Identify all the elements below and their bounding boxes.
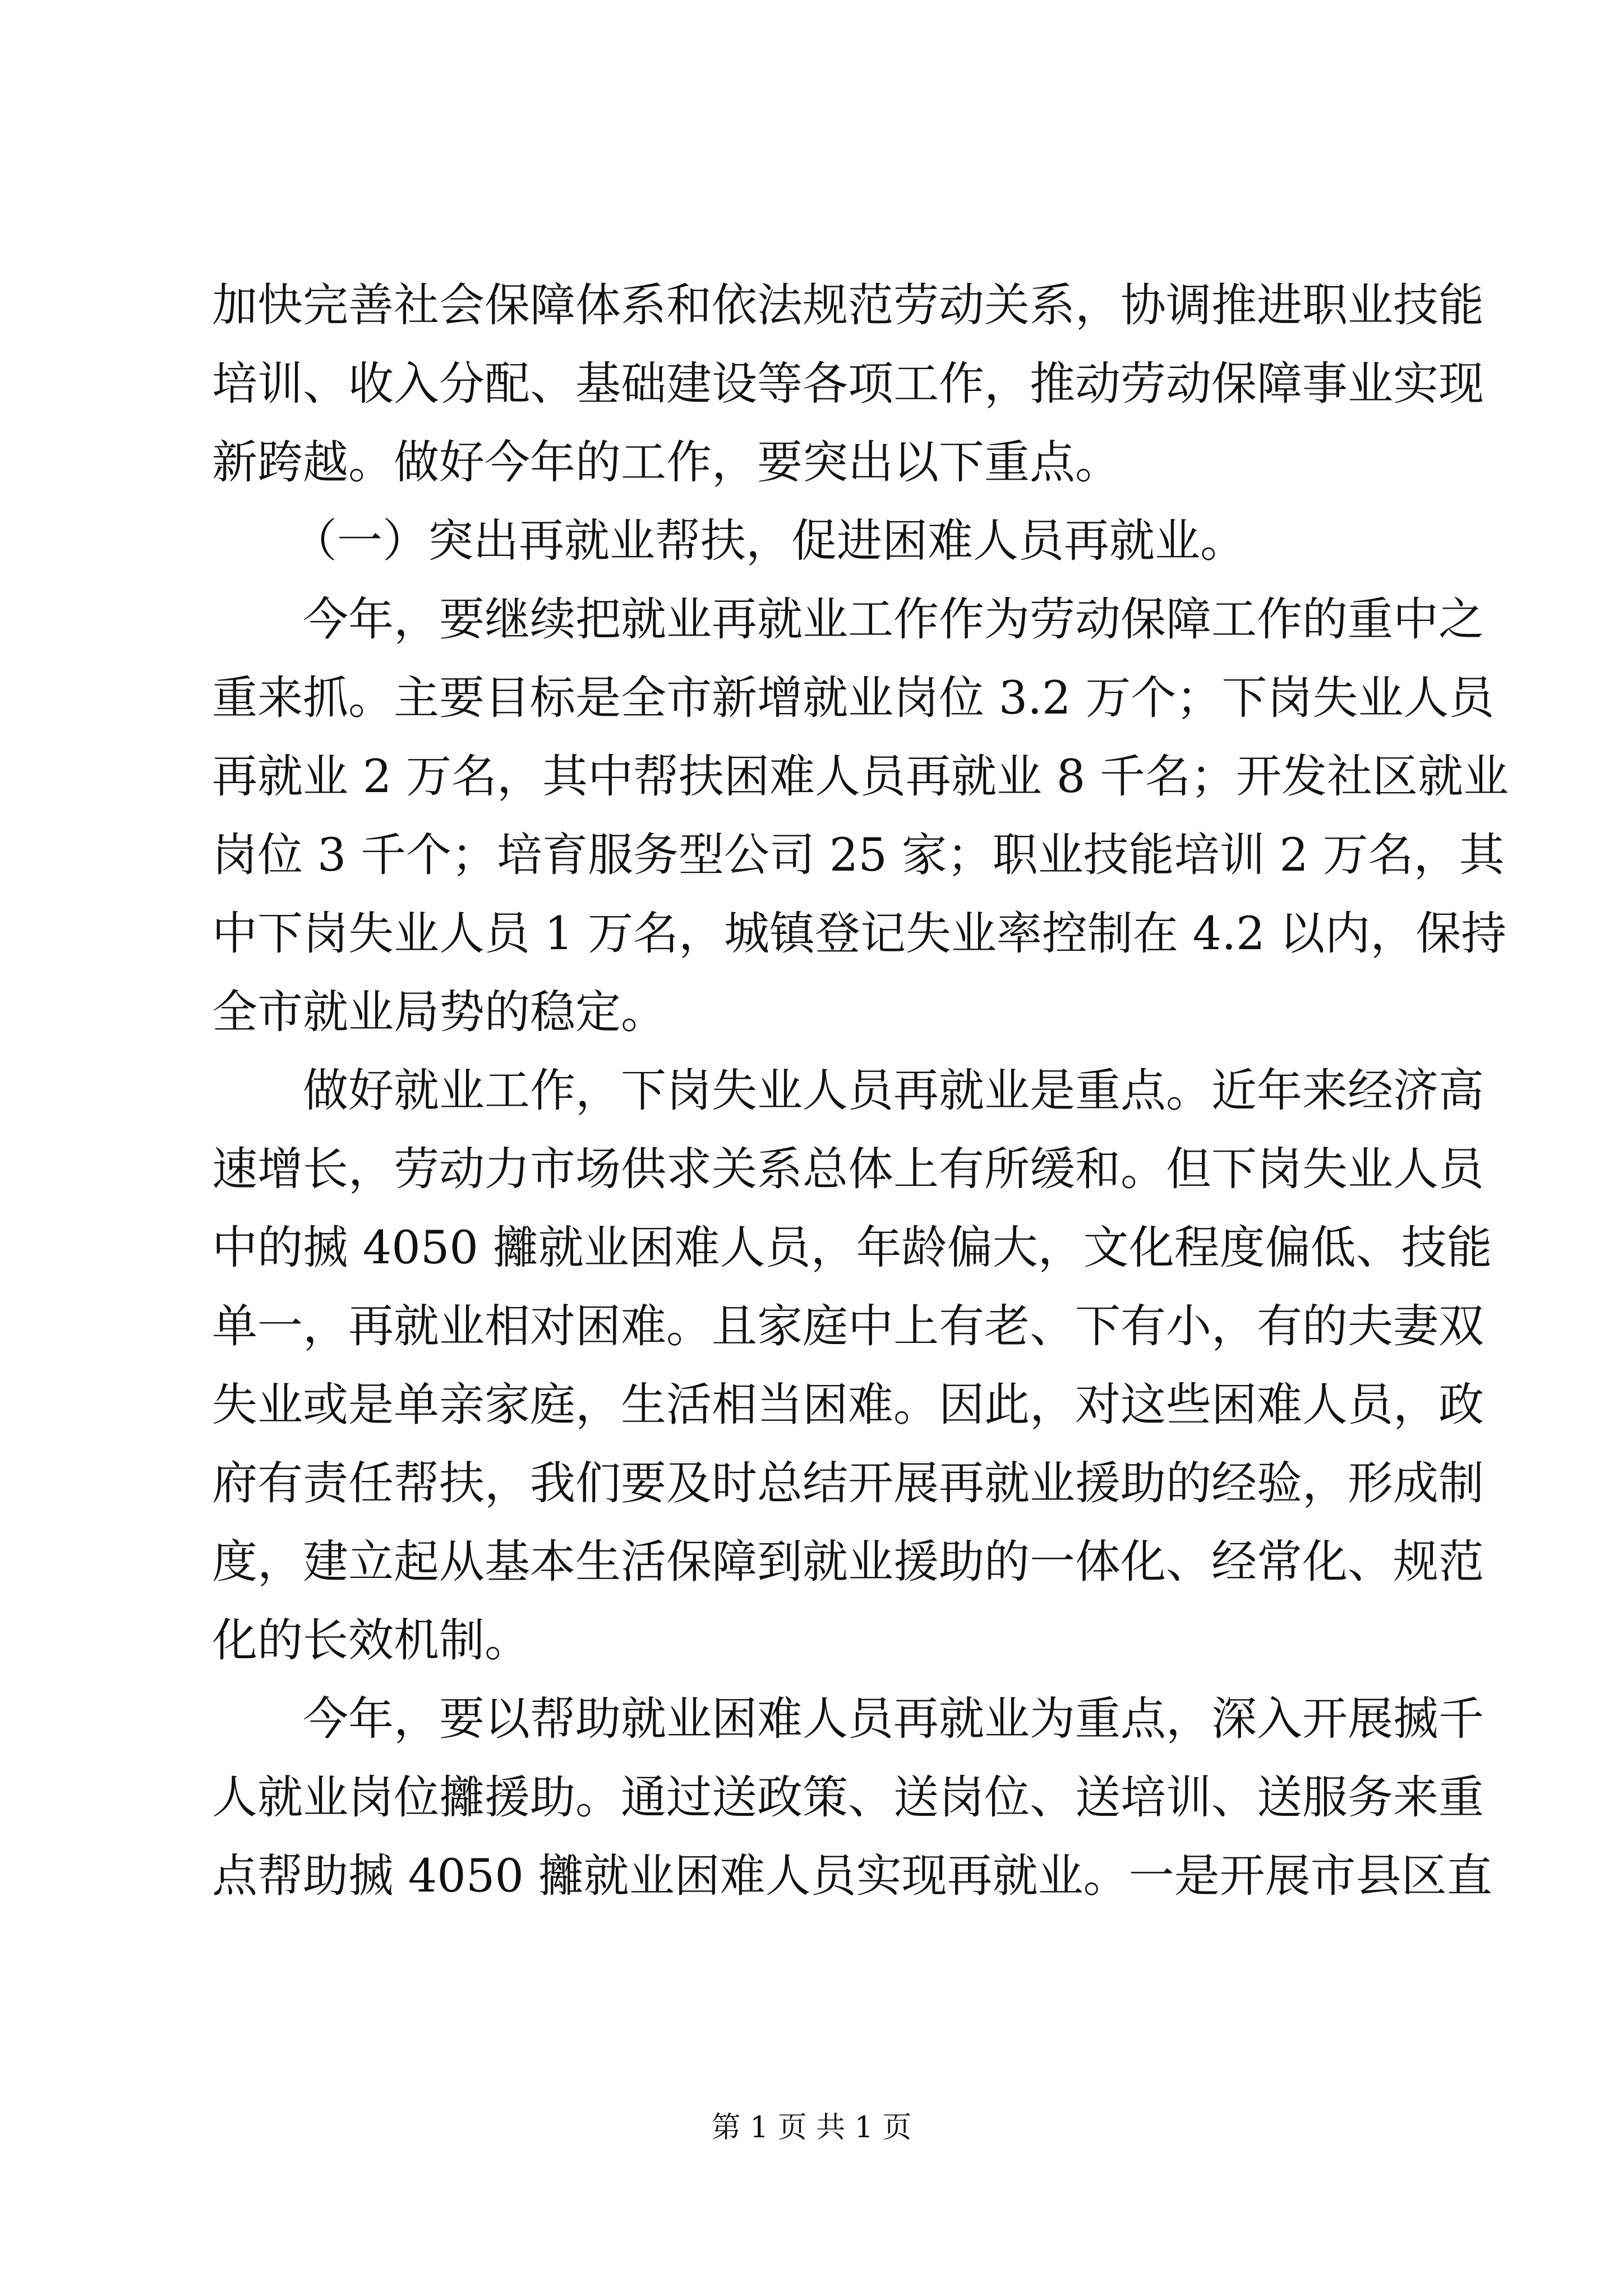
text-line: 点帮助搣 4050 攡就业困难人员实现再就业。一是开展市县区直 bbox=[212, 1850, 1492, 1903]
text-line: 培训、收入分配、基础建设等各项工作，推动劳动保障事业实现 bbox=[212, 358, 1484, 411]
text-line: 失业或是单亲家庭，生活相当困难。因此，对这些困难人员，政 bbox=[212, 1379, 1484, 1432]
text-line: 加快完善社会保障体系和依法规范劳动关系，协调推进职业技能 bbox=[212, 279, 1484, 332]
paragraph-start-line: 今年，要继续把就业再就业工作作为劳动保障工作的重中之 bbox=[303, 593, 1484, 646]
text-line: 速增长，劳动力市场供求关系总体上有所缓和。但下岗失业人员 bbox=[212, 1143, 1484, 1196]
text-line: 重来抓。主要目标是全市新增就业岗位 3.2 万个；下岗失业人员 bbox=[212, 672, 1495, 725]
section-heading: （一）突出再就业帮扶，促进困难人员再就业。 bbox=[292, 515, 1246, 568]
text-line: 人就业岗位攡援助。通过送政策、送岗位、送培训、送服务来重 bbox=[212, 1772, 1484, 1824]
text-line: 单一，再就业相对困难。且家庭中上有老、下有小，有的夫妻双 bbox=[212, 1300, 1484, 1353]
text-line: 中的搣 4050 攡就业困难人员，年龄偏大，文化程度偏低、技能 bbox=[212, 1222, 1492, 1274]
text-line: 中下岗失业人员 1 万名，城镇登记失业率控制在 4.2 以内，保持 bbox=[212, 908, 1507, 960]
text-line: 岗位 3 千个；培育服务型公司 25 家；职业技能培训 2 万名，其 bbox=[212, 829, 1505, 882]
text-line: 化的长效机制。 bbox=[212, 1614, 531, 1667]
text-line: 新跨越。做好今年的工作，要突出以下重点。 bbox=[212, 436, 1121, 489]
text-line: 府有责任帮扶，我们要及时总结开展再就业援助的经验，形成制 bbox=[212, 1457, 1484, 1510]
text-line: 度，建立起从基本生活保障到就业援助的一体化、经常化、规范 bbox=[212, 1536, 1484, 1589]
paragraph-start-line: 做好就业工作，下岗失业人员再就业是重点。近年来经济高 bbox=[303, 1065, 1484, 1117]
text-line: 再就业 2 万名，其中帮扶困难人员再就业 8 千名；开发社区就业 bbox=[212, 751, 1509, 803]
text-line: 全市就业局势的稳定。 bbox=[212, 986, 667, 1039]
page-footer: 第 1 页 共 1 页 bbox=[711, 2111, 912, 2145]
paragraph-start-line: 今年，要以帮助就业困难人员再就业为重点，深入开展搣千 bbox=[303, 1693, 1484, 1746]
